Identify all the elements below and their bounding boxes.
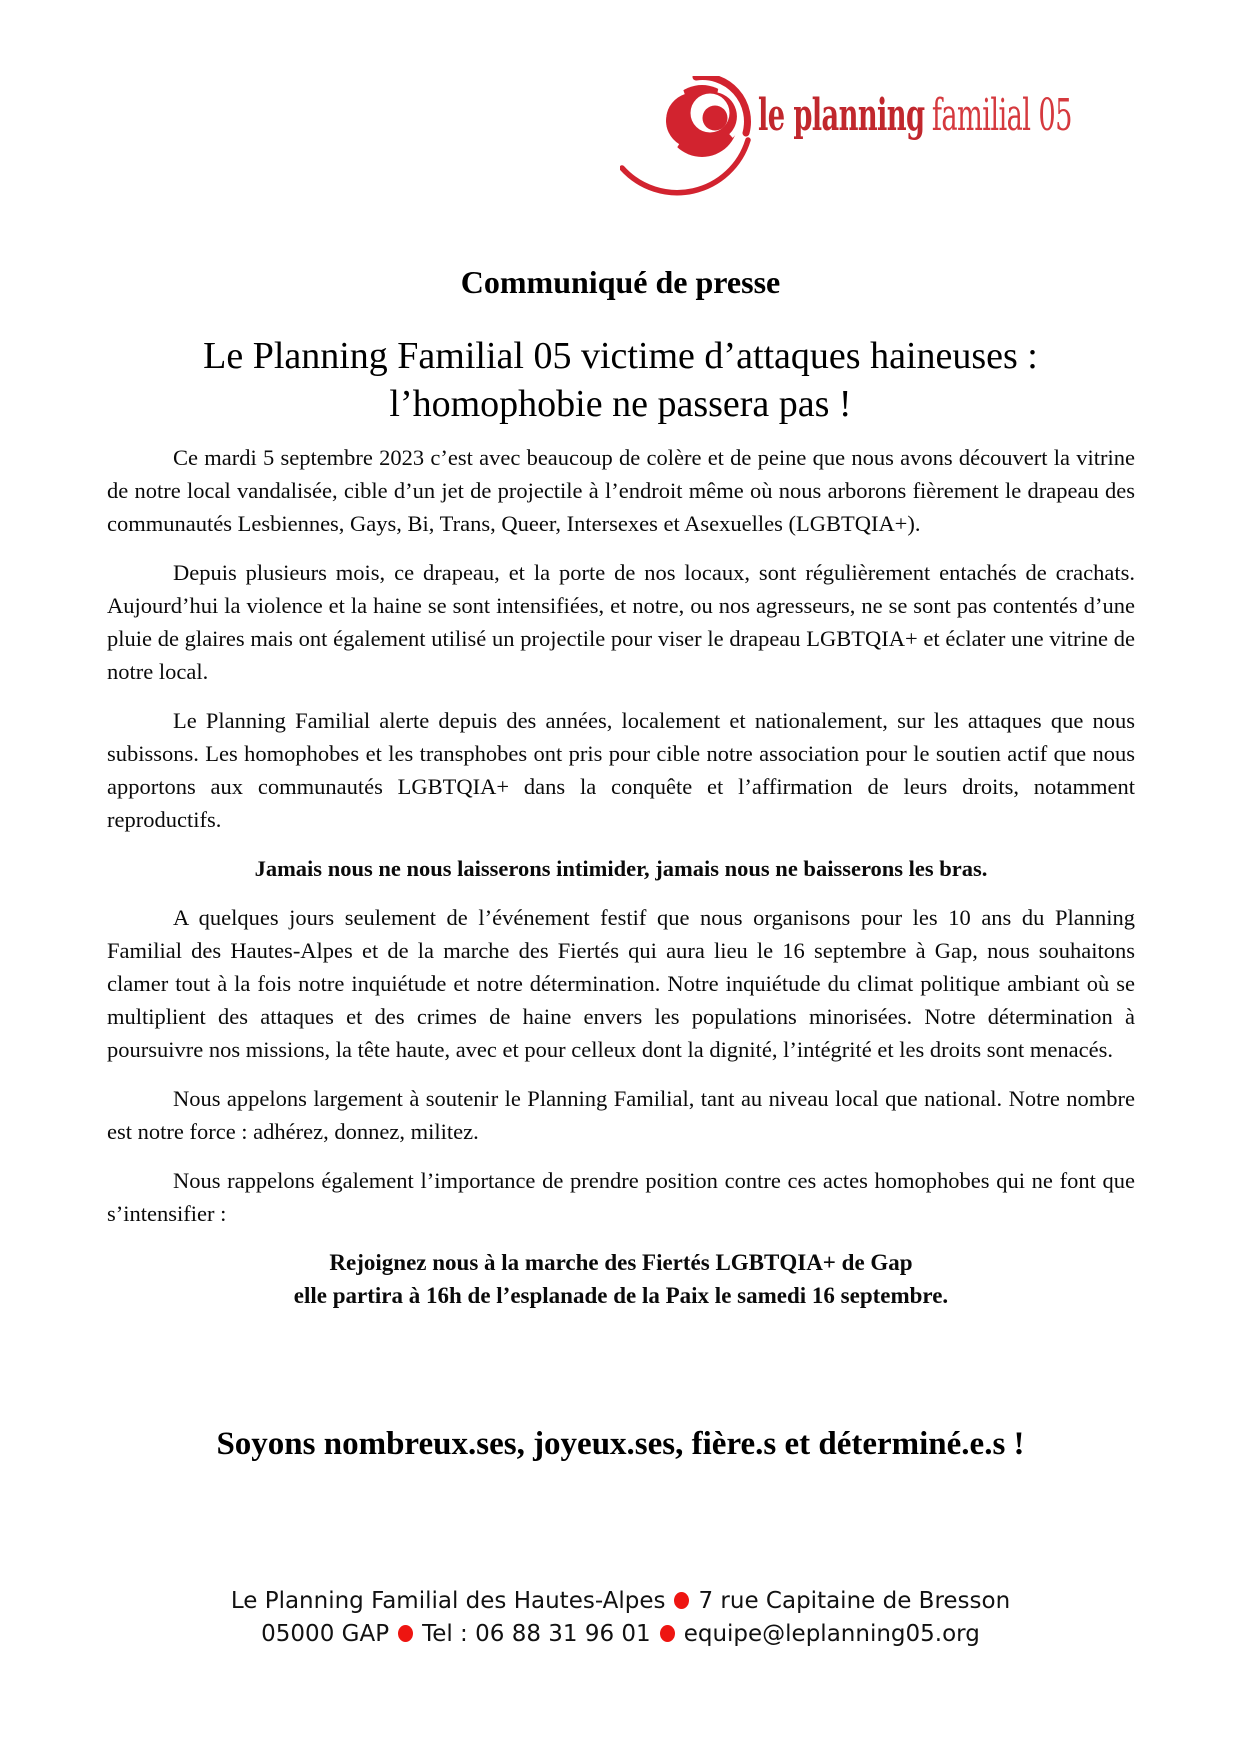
paragraph-determination: A quelques jours seulement de l’événement festif que nous organisons pour les 10 ans du Planning Familial des Hautes-Alpes et de la marche des Fiertés qui aura lieu le 16 septembre à Gap, nous souhaitons clamer tout à la fois notre inquiétude et notre détermination. Notre inquiétude du climat politique ambiant où se multiplient des attaques et des crimes de haine envers les populations minorisées. Notre détermination à poursuivre nos missions, la tête haute, avec et pour celleux dont la dignité, l’intégrité et les droits sont menacés. — [107, 905, 1135, 1062]
footer-line1 — [0, 1585, 1241, 1618]
footer-line2 — [0, 1618, 1241, 1651]
body-content — [107, 441, 1135, 1312]
document-title-line1: Le Planning Familial 05 victime d’attaques haineuses : — [203, 335, 1038, 377]
logo-wordmark-light: familial 05 — [931, 90, 1072, 141]
footer-tel: Tel : 06 88 31 96 01 — [422, 1621, 651, 1647]
red-dot-icon — [398, 1625, 413, 1642]
march-invitation — [107, 1246, 1135, 1312]
footer-contact — [0, 1585, 1241, 1651]
red-dot-icon — [674, 1592, 689, 1609]
logo-wordmark-bold: le planning — [758, 90, 925, 141]
march-invitation-line1: Rejoignez nous à la marche des Fiertés LGBTQIA+ de Gap — [329, 1250, 913, 1275]
footer-address: 7 rue Capitaine de Bresson — [698, 1588, 1011, 1614]
paragraph-context: Depuis plusieurs mois, ce drapeau, et la porte de nos locaux, sont régulièrement entachés de crachats. Aujourd’hui la violence et la haine se sont intensifiées, et notre, ou nos agresseurs, ne se sont pas contentés d’une pluie de glaires mais ont également utilisé un projectile pour viser le drapeau LGBTQIA+ et éclater une vitrine de notre local. — [107, 560, 1135, 684]
paragraph-rappel: Nous rappelons également l’importance de prendre position contre ces actes homophobes qui ne font que s’intensifier : — [107, 1168, 1135, 1226]
march-invitation-line2: elle partira à 16h de l’esplanade de la Paix le samedi 16 septembre. — [293, 1283, 949, 1308]
paragraph-alert: Le Planning Familial alerte depuis des années, localement et nationalement, sur les attaques que nous subissons. Les homophobes et les transphobes ont pris pour cible notre association pour le soutien actif que nous apportons aux communautés LGBTQIA+ dans la conquête et l’affirmation de leurs droits, notamment reproductifs. — [107, 708, 1135, 832]
footer-org: Le Planning Familial des Hautes-Alpes — [230, 1588, 666, 1614]
paragraph-incident: Ce mardi 5 septembre 2023 c’est avec beaucoup de colère et de peine que nous avons découvert la vitrine de notre local vandalisée, cible d’un jet de projectile à l’endroit même où nous arborons fièrement le drapeau des communautés Lesbiennes, Gays, Bi, Trans, Queer, Intersexes et Asexuelles (LGBTQIA+). — [107, 445, 1135, 536]
document-title-line2: l’homophobie ne passera pas ! — [389, 383, 852, 425]
logo — [620, 76, 1241, 202]
footer-city: 05000 GAP — [261, 1621, 390, 1647]
logo-wordmark — [758, 90, 1072, 141]
document-title — [0, 332, 1241, 428]
planning-familial-logo-icon — [620, 76, 752, 202]
red-dot-icon — [660, 1625, 675, 1642]
paragraph-appel: Nous appelons largement à soutenir le Planning Familial, tant au niveau local que national. Notre nombre est notre force : adhérez, donnez, militez. — [107, 1086, 1135, 1144]
kicker-communique: Communiqué de presse — [460, 264, 781, 300]
slogan: Soyons nombreux.ses, joyeux.ses, fière.s et déterminé.e.s ! — [216, 1426, 1025, 1462]
footer-email: equipe@leplanning05.org — [683, 1621, 980, 1647]
emphasis-statement: Jamais nous ne nous laisserons intimider, jamais nous ne baisserons les bras. — [254, 856, 988, 881]
